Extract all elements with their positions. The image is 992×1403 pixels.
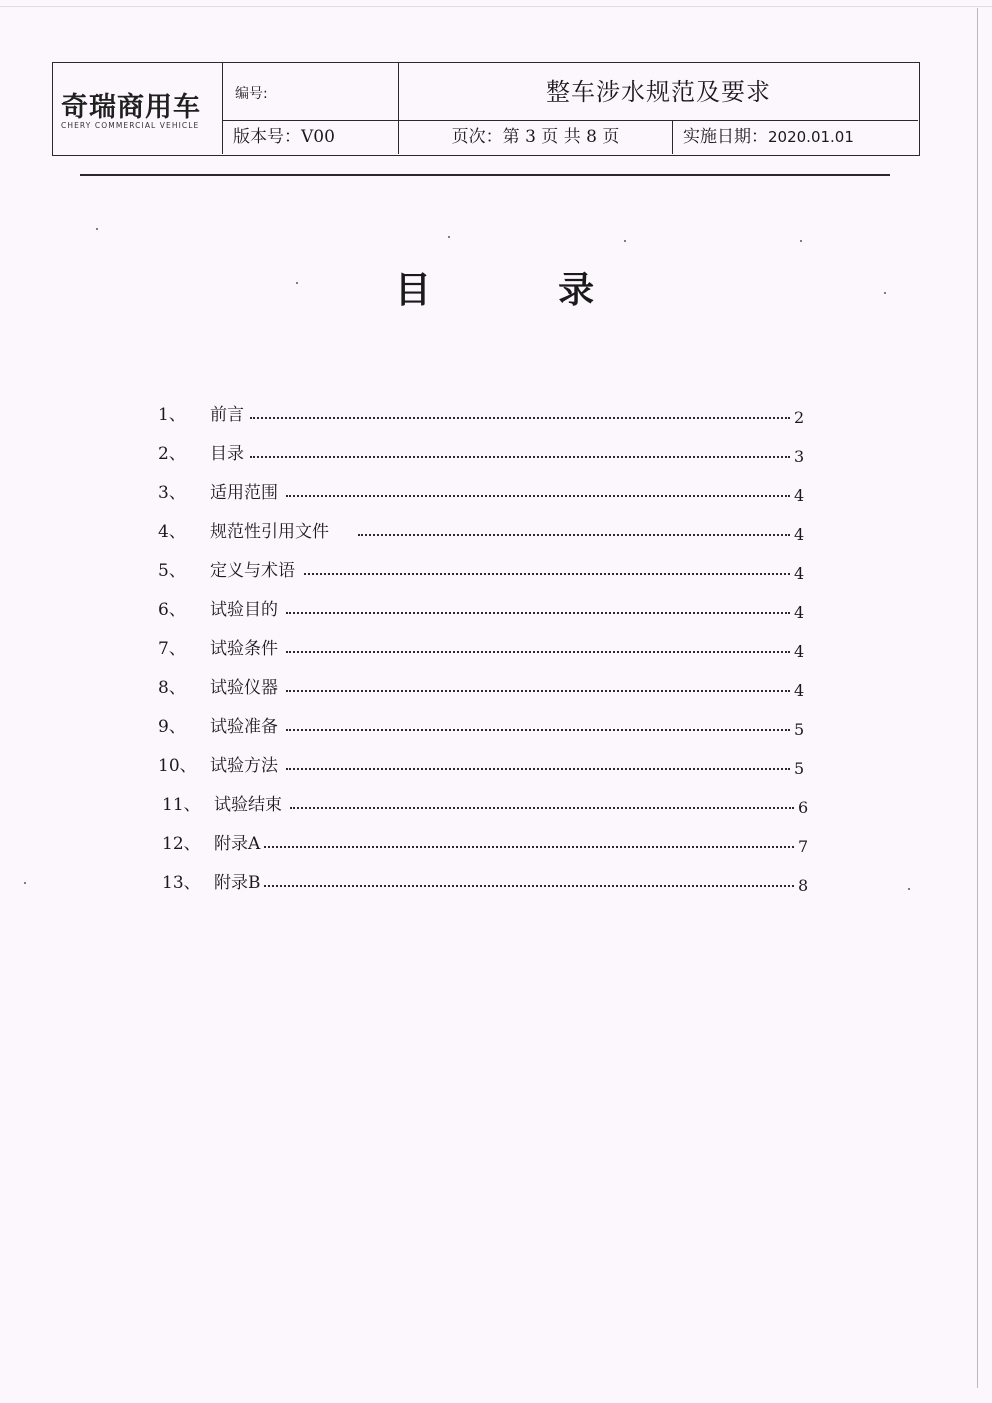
- toc-entry-page: 4: [794, 603, 805, 622]
- effective-date-label: 实施日期：: [683, 127, 768, 147]
- scan-speck: [24, 882, 26, 884]
- toc-dot-leader: [286, 491, 790, 497]
- scan-speck: [624, 240, 626, 242]
- toc-entry-page: 4: [794, 642, 805, 661]
- toc-heading: 目 录: [394, 269, 598, 311]
- toc-entry-page: 6: [798, 798, 809, 817]
- toc-dot-leader: [250, 413, 790, 419]
- toc-entry-title: 试验准备: [210, 717, 278, 737]
- scan-speck: [908, 888, 910, 890]
- toc-entry-number: 12、: [162, 834, 201, 854]
- toc-entry[interactable]: [162, 790, 814, 820]
- toc-entry[interactable]: [158, 673, 810, 703]
- toc-entry-number: 11、: [162, 795, 201, 815]
- toc-entry-number: 10、: [158, 756, 197, 776]
- toc-dot-leader: [286, 725, 790, 731]
- toc-entry-page: 4: [794, 486, 805, 505]
- toc-entry-title: 试验结束: [214, 795, 282, 815]
- toc-entry-page: 5: [794, 759, 805, 778]
- logo-english-text: CHERY COMMERCIAL VEHICLE: [61, 121, 200, 130]
- toc-entry-title: 试验仪器: [210, 678, 278, 698]
- document-title: 整车涉水规范及要求: [399, 63, 918, 121]
- toc-entry[interactable]: [158, 712, 810, 742]
- version-number: 版本号：V00: [223, 121, 399, 154]
- toc-entry[interactable]: [158, 634, 810, 664]
- toc-entry-title: 附录A: [214, 834, 261, 854]
- toc-entry-number: 4、: [158, 522, 186, 542]
- page-count: 页次：第 3 页 共 8 页: [399, 121, 673, 154]
- toc-entry[interactable]: [158, 751, 810, 781]
- toc-entry-title: 适用范围: [210, 483, 278, 503]
- scan-speck: [884, 292, 886, 294]
- effective-date-value: 2020.01.01: [768, 128, 854, 146]
- scan-speck: [448, 236, 450, 238]
- toc-dot-leader: [290, 803, 794, 809]
- toc-entry-page: 2: [794, 408, 805, 427]
- scan-speck: [296, 282, 298, 284]
- toc-entry[interactable]: [162, 868, 814, 898]
- toc-dot-leader: [286, 608, 790, 614]
- toc-entry-page: 4: [794, 525, 805, 544]
- toc-entry[interactable]: [158, 400, 810, 430]
- toc-entry[interactable]: [158, 478, 810, 508]
- toc-entry-number: 7、: [158, 639, 186, 659]
- toc-entry-title: 附录B: [214, 873, 261, 893]
- toc-entry-page: 5: [794, 720, 805, 739]
- toc-entry-number: 3、: [158, 483, 186, 503]
- toc-dot-leader: [304, 569, 790, 575]
- toc-entry-number: 13、: [162, 873, 201, 893]
- document-code-label: 编号:: [235, 86, 268, 102]
- toc-dot-leader: [264, 842, 794, 848]
- toc-dot-leader: [250, 452, 790, 458]
- toc-entry[interactable]: [158, 439, 810, 469]
- toc-entry-number: 1、: [158, 405, 186, 425]
- toc-entry-number: 2、: [158, 444, 186, 464]
- toc-entry-page: 4: [794, 564, 805, 583]
- toc-entry-title: 前言: [210, 405, 244, 425]
- toc-entry-number: 5、: [158, 561, 186, 581]
- toc-dot-leader: [264, 881, 794, 887]
- toc-entry-title: 试验目的: [210, 600, 278, 620]
- scan-speck: [96, 228, 98, 230]
- toc-entry[interactable]: [158, 595, 810, 625]
- toc-entry-title: 试验条件: [210, 639, 278, 659]
- toc-entry-title: 目录: [210, 444, 244, 464]
- logo-chinese-text: 奇瑞商用车: [61, 92, 201, 123]
- toc-entry-number: 9、: [158, 717, 186, 737]
- toc-entry[interactable]: [158, 556, 810, 586]
- toc-entry-page: 7: [798, 837, 809, 856]
- scan-speck: [800, 240, 802, 242]
- toc-dot-leader: [286, 686, 790, 692]
- toc-entry-page: 4: [794, 681, 805, 700]
- toc-entry-page: 8: [798, 876, 809, 895]
- toc-dot-leader: [286, 764, 790, 770]
- toc-entry-number: 8、: [158, 678, 186, 698]
- toc-entry[interactable]: [158, 517, 810, 547]
- toc-dot-leader: [286, 647, 790, 653]
- toc-entry-title: 规范性引用文件: [210, 522, 329, 542]
- toc-dot-leader: [358, 530, 790, 536]
- toc-entry-title: 试验方法: [210, 756, 278, 776]
- toc-entry-page: 3: [794, 447, 805, 466]
- toc-entry-number: 6、: [158, 600, 186, 620]
- toc-entry[interactable]: [162, 829, 814, 859]
- toc-entry-title: 定义与术语: [210, 561, 295, 581]
